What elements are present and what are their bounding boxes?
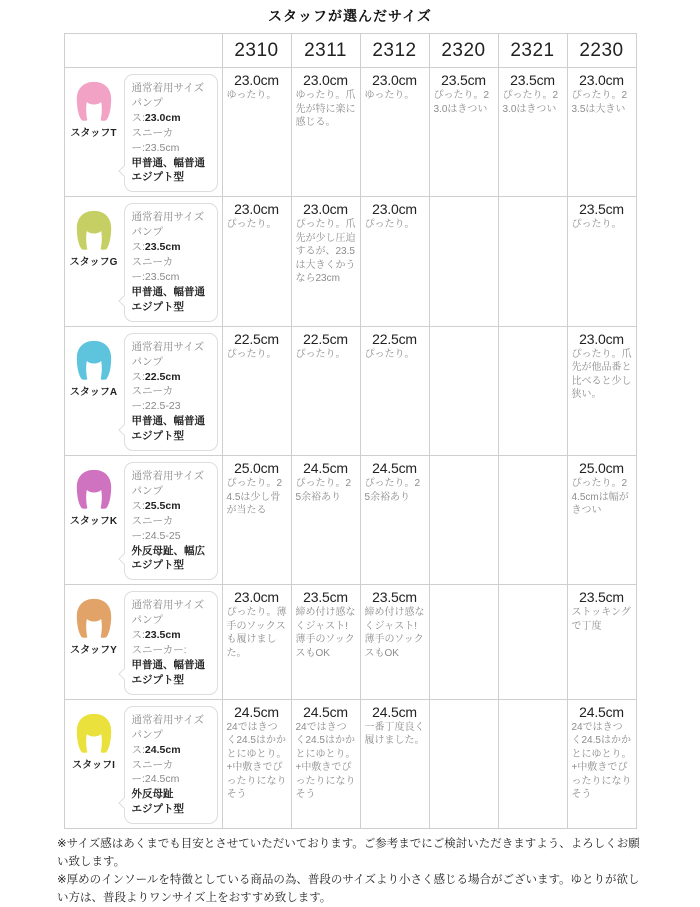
size-cell — [498, 456, 567, 585]
size-value: 23.5cm — [441, 72, 486, 88]
size-comment: ぴったり。 — [571, 219, 622, 231]
table-row — [64, 197, 636, 326]
size-value: 23.0cm — [372, 72, 417, 88]
size-comment: ぴったり。25余裕あり — [364, 478, 421, 503]
size-comment: ゆったり。爪先が特に楽に感じる。 — [295, 90, 356, 128]
size-value: 25.0cm — [579, 460, 624, 477]
size-comment: 締め付け感なくジャスト!薄手のソックスもOK — [295, 607, 356, 659]
size-comment: ぴったり。薄手のソックスも履けました。 — [226, 607, 287, 659]
size-comment: ぴったり。23.0はきつい — [433, 90, 490, 115]
table-row — [64, 456, 636, 585]
bubble-tail — [118, 797, 129, 808]
size-comment: 24ではきつく24.5はかかとにゆとり。+中敷きでぴったりになりそう — [295, 721, 356, 801]
wig-avatar-icon — [69, 468, 119, 510]
size-value: 23.0cm — [579, 330, 624, 347]
profile-speech-bubble — [124, 462, 218, 580]
size-comment: ぴったり。23.0はきつい — [502, 90, 559, 115]
profile-usual-size-label: 通常着用サイズ — [131, 82, 205, 94]
staff-name: スタッフA — [69, 386, 118, 398]
size-cell — [567, 197, 636, 326]
staff-name: スタッフK — [69, 516, 118, 528]
profile-usual-size-label: 通常着用サイズ — [131, 470, 205, 483]
size-cell — [291, 197, 360, 326]
size-cell — [222, 68, 291, 197]
profile-speech-bubble — [124, 591, 218, 694]
size-value: 23.5cm — [579, 589, 624, 606]
size-value: 23.0cm — [303, 72, 348, 88]
profile-sneaker-size: スニーカー:22.5-23 — [131, 385, 181, 413]
staff-profile-cell — [64, 68, 222, 197]
size-comment: ストッキングで丁度 — [571, 607, 631, 632]
staff-profile-cell — [64, 585, 222, 699]
size-comment: ぴったり。 — [364, 219, 415, 231]
bubble-tail — [118, 554, 129, 565]
size-cell — [498, 699, 567, 828]
size-comment: ぴったり。24.5は少し骨が当たる — [226, 478, 283, 517]
header-blank-cell — [64, 34, 222, 68]
profile-speech-bubble — [124, 74, 218, 192]
size-cell — [291, 699, 360, 828]
size-cell — [291, 68, 360, 197]
profile-sneaker-size: スニーカー:24.5cm — [131, 758, 180, 786]
size-value: 24.5cm — [372, 460, 417, 477]
table-row — [64, 68, 636, 197]
profile-arch-type: エジプト型 — [131, 559, 184, 572]
staff-name: スタッフI — [72, 759, 115, 771]
profile-foot-type: 甲普通、幅普通 — [131, 156, 205, 169]
size-comment: ぴったり。 — [226, 219, 277, 231]
profile-usual-size-label: 通常着用サイズ — [131, 211, 205, 224]
size-comment: ぴったり。 — [226, 348, 277, 360]
size-value: 24.5cm — [579, 703, 624, 720]
size-cell — [498, 585, 567, 699]
size-cell — [567, 699, 636, 828]
size-cell — [498, 68, 567, 197]
size-cell — [567, 326, 636, 455]
size-cell — [222, 326, 291, 455]
profile-sneaker-size: スニーカー:23.5cm — [131, 256, 180, 283]
profile-foot-type: 甲普通、幅普通 — [131, 659, 205, 671]
size-value: 23.5cm — [510, 72, 555, 88]
bubble-tail — [118, 424, 129, 435]
size-cell — [222, 456, 291, 585]
size-value: 22.5cm — [372, 330, 417, 347]
size-cell — [360, 585, 429, 699]
profile-foot-type: 外反母趾、幅広 — [131, 544, 205, 557]
size-cell — [291, 456, 360, 585]
profile-foot-type: 甲普通、幅普通 — [131, 285, 205, 298]
size-value: 24.5cm — [303, 703, 348, 720]
staff-profile-cell — [64, 326, 222, 455]
column-header-2311: 2311 — [291, 34, 360, 68]
size-cell — [429, 699, 498, 828]
size-cell — [498, 326, 567, 455]
wig-avatar-icon — [69, 712, 119, 754]
size-comment: ゆったり。 — [364, 90, 415, 101]
size-comment: ぴったり。25余裕あり — [295, 478, 352, 503]
size-comment: ぴったり。爪先が少し圧迫するが、23.5は大きくかうなら23cm — [295, 219, 356, 285]
profile-pumps-size: パンプス:24.5cm — [131, 728, 181, 756]
size-value: 24.5cm — [303, 460, 348, 477]
size-cell — [291, 585, 360, 699]
size-cell — [360, 699, 429, 828]
profile-sneaker-size: スニーカー:24.5-25 — [131, 514, 181, 542]
bubble-tail — [118, 668, 129, 679]
size-cell — [222, 699, 291, 828]
profile-speech-bubble — [124, 333, 218, 451]
size-cell — [567, 585, 636, 699]
staff-name: スタッフG — [69, 257, 118, 269]
size-cell — [429, 326, 498, 455]
staff-name: スタッフT — [70, 128, 117, 139]
profile-foot-type: 甲普通、幅普通 — [131, 415, 205, 428]
size-comment: ぴったり。23.5は大きい — [571, 90, 628, 115]
size-comment: 24ではきつく24.5はかかとにゆとり。+中敷きでぴったりになりそう — [226, 721, 287, 801]
profile-usual-size-label: 通常着用サイズ — [131, 599, 205, 612]
profile-arch-type: エジプト型 — [131, 300, 184, 313]
size-cell — [429, 456, 498, 585]
size-comment: 締め付け感なくジャスト!薄手のソックスもOK — [364, 607, 425, 659]
size-comment: 一番丁度良く履けました。 — [364, 721, 425, 747]
size-cell — [360, 197, 429, 326]
size-comment: ゆったり。 — [226, 90, 277, 101]
wig-avatar-icon — [69, 80, 119, 122]
size-comment: ぴったり。24.5cmは幅がきつい — [571, 478, 629, 517]
size-value: 23.0cm — [372, 201, 417, 218]
size-cell — [222, 197, 291, 326]
bubble-tail — [118, 295, 129, 306]
profile-pumps-size: パンプス:25.5cm — [131, 484, 181, 512]
size-cell — [360, 456, 429, 585]
table-row — [64, 326, 636, 455]
size-comment: ぴったり。 — [364, 348, 415, 360]
size-value: 23.5cm — [303, 589, 348, 606]
size-value: 23.5cm — [372, 589, 417, 606]
column-header-2312: 2312 — [360, 34, 429, 68]
size-value: 22.5cm — [303, 330, 348, 347]
profile-arch-type: エジプト型 — [131, 803, 184, 816]
size-comment: ぴったり。爪先が他品番と比べると少し狭い。 — [571, 348, 632, 401]
profile-usual-size-label: 通常着用サイズ — [131, 713, 205, 726]
wig-avatar-icon — [69, 209, 119, 251]
profile-speech-bubble — [124, 706, 218, 824]
bubble-tail — [118, 166, 129, 177]
wig-avatar-icon — [69, 339, 119, 381]
profile-arch-type: エジプト型 — [131, 171, 184, 184]
profile-arch-type: エジプト型 — [131, 673, 184, 686]
size-cell — [360, 326, 429, 455]
footer-notes — [0, 829, 700, 907]
size-cell — [498, 197, 567, 326]
staff-size-table — [64, 33, 637, 829]
wig-avatar-icon — [69, 597, 119, 639]
size-value: 22.5cm — [234, 330, 279, 347]
profile-foot-type: 外反母趾 — [131, 788, 174, 801]
size-comment: 24ではきつく24.5はかかとにゆとり。+中敷きでぴったりになりそう — [571, 721, 632, 801]
table-row — [64, 585, 636, 699]
size-cell — [429, 68, 498, 197]
size-value: 24.5cm — [234, 703, 279, 720]
column-header-2230: 2230 — [567, 34, 636, 68]
staff-profile-cell — [64, 456, 222, 585]
profile-pumps-size: パンプス:23.0cm — [131, 96, 181, 124]
size-cell — [567, 68, 636, 197]
size-value: 23.0cm — [234, 72, 279, 88]
staff-profile-cell — [64, 197, 222, 326]
staff-name: スタッフY — [70, 645, 117, 657]
table-row — [64, 699, 636, 828]
size-cell — [429, 585, 498, 699]
column-header-2321: 2321 — [498, 34, 567, 68]
size-value: 24.5cm — [372, 703, 417, 720]
page-title: スタッフが選んだサイズ — [268, 8, 432, 24]
profile-usual-size-label: 通常着用サイズ — [131, 340, 205, 353]
size-cell — [222, 585, 291, 699]
size-value: 23.0cm — [234, 201, 279, 218]
column-header-2320: 2320 — [429, 34, 498, 68]
column-header-2310: 2310 — [222, 34, 291, 68]
size-value: 23.0cm — [579, 72, 624, 88]
size-value: 25.0cm — [234, 460, 279, 477]
size-comment: ぴったり。 — [295, 348, 346, 360]
size-cell — [567, 456, 636, 585]
size-disclaimer-note: ※サイズ感はあくまでも目安とさせていただいております。ご参考までにご検討いただきますよう、よろしくお願い致します。 — [57, 838, 640, 868]
staff-profile-cell — [64, 699, 222, 828]
size-value: 23.0cm — [234, 589, 279, 606]
size-cell — [291, 326, 360, 455]
profile-pumps-size: パンプス:23.5cm — [131, 226, 181, 254]
size-cell — [360, 68, 429, 197]
profile-pumps-size: パンプス:23.5cm — [131, 614, 181, 642]
profile-arch-type: エジプト型 — [131, 430, 184, 443]
profile-pumps-size: パンプス:22.5cm — [131, 355, 181, 383]
size-cell — [429, 197, 498, 326]
size-value: 23.0cm — [303, 201, 348, 218]
header-row — [64, 34, 636, 68]
size-value: 23.5cm — [579, 201, 624, 218]
profile-speech-bubble — [124, 203, 218, 321]
profile-sneaker-size: スニーカー: — [131, 644, 187, 657]
insole-note: ※厚めのインソールを特徴としている商品の為、普段のサイズより小さく感じる場合がございます。ゆとりが欲しい方は、普段よりワンサイズ上をおすすめ致します。 — [57, 873, 640, 904]
profile-sneaker-size: スニーカー:23.5cm — [131, 126, 180, 154]
